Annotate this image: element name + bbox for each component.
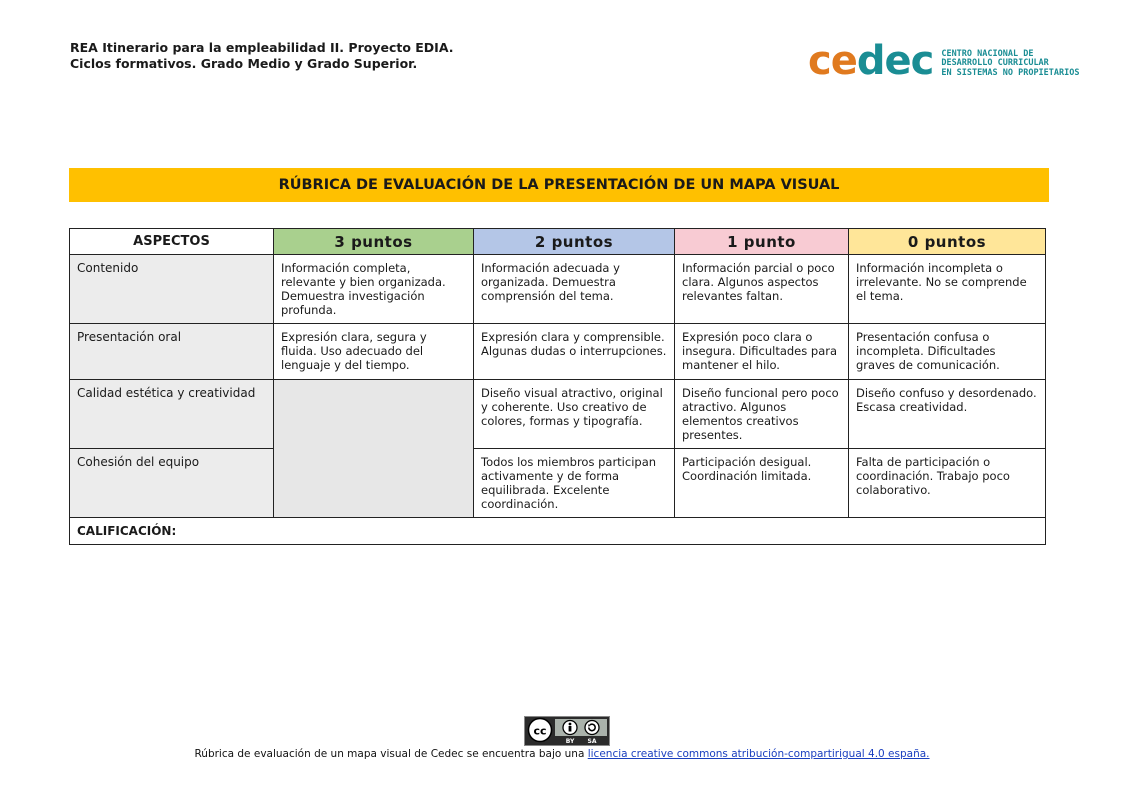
calificacion-row: [70, 518, 1046, 545]
aspect-cell: Presentación oral: [70, 324, 274, 380]
logo-sub-line-1: CENTRO NACIONAL DE: [941, 48, 1034, 59]
criteria-cell-2: Diseño visual atractivo, original y coherente. Uso creativo de colores, formas y tipografía.: [474, 380, 675, 449]
cc-license-badge: [524, 716, 610, 746]
logo-word-part1: ce: [808, 38, 857, 84]
criteria-cell-0: Presentación confusa o incompleta. Dificultades graves de comunicación.: [849, 324, 1046, 380]
logo-sub-line-3: EN SISTEMAS NO PROPIETARIOS: [941, 67, 1080, 78]
criteria-cell-2: Todos los miembros participan activamente y de forma equilibrada. Excelente coordinación.: [474, 449, 675, 518]
header-line-2: Ciclos formativos. Grado Medio y Grado Superior.: [70, 56, 418, 71]
criteria-cell-1: Diseño funcional pero poco atractivo. Algunos elementos creativos presentes.: [675, 380, 849, 449]
criteria-cell-0: Falta de participación o coordinación. Trabajo poco colaborativo.: [849, 449, 1046, 518]
rubric-title: RÚBRICA DE EVALUACIÓN DE LA PRESENTACIÓN DE UN MAPA VISUAL: [69, 168, 1049, 202]
criteria-cell-0: Diseño confuso y desordenado. Escasa creatividad.: [849, 380, 1046, 449]
logo-word-part2: dec: [856, 38, 934, 84]
table-header-row: [70, 229, 1046, 255]
criteria-cell-3: Información completa, relevante y bien organizada. Demuestra investigación profunda.: [274, 255, 474, 324]
header-3-puntos: 3 puntos: [274, 229, 474, 255]
license-footer: [0, 748, 1124, 760]
svg-text:cc: cc: [533, 724, 547, 738]
criteria-cell-1: Información parcial o poco clara. Algunos aspectos relevantes faltan.: [675, 255, 849, 324]
cc-by-sa-icon: [525, 717, 609, 745]
logo-sub-line-2: DESARROLLO CURRICULAR: [941, 58, 1049, 69]
footer-text: Rúbrica de evaluación de un mapa visual de Cedec se encuentra bajo una: [194, 748, 588, 760]
license-link[interactable]: licencia creative commons atribución-compartirigual 4.0 españa.: [587, 748, 930, 760]
criteria-cell-1: Participación desigual. Coordinación limitada.: [675, 449, 849, 518]
header-aspectos: ASPECTOS: [70, 229, 274, 255]
cedec-logo-word: [808, 40, 933, 82]
header-line-1: REA Itinerario para la empleabilidad II. Proyecto EDIA.: [70, 40, 454, 55]
criteria-cell-0: Información incompleta o irrelevante. No se comprende el tema.: [849, 255, 1046, 324]
rubric-table: [69, 228, 1046, 545]
document-header: [70, 40, 454, 72]
calificacion-cell: CALIFICACIÓN:: [70, 518, 1046, 545]
empty-merged-cell: [274, 380, 474, 518]
table-row: [70, 255, 1046, 324]
aspect-cell: Calidad estética y creatividad: [70, 380, 274, 449]
criteria-cell-3: Expresión clara, segura y fluida. Uso adecuado del lenguaje y del tiempo.: [274, 324, 474, 380]
table-row: [70, 324, 1046, 380]
cc-sa-label: SA: [587, 738, 597, 745]
aspect-cell: Contenido: [70, 255, 274, 324]
criteria-cell-2: Información adecuada y organizada. Demuestra comprensión del tema.: [474, 255, 675, 324]
criteria-cell-1: Expresión poco clara o insegura. Dificultades para mantener el hilo.: [675, 324, 849, 380]
criteria-cell-2: Expresión clara y comprensible. Algunas dudas o interrupciones.: [474, 324, 675, 380]
aspect-cell: Cohesión del equipo: [70, 449, 274, 518]
table-row: [70, 380, 1046, 449]
header-1-punto: 1 punto: [675, 229, 849, 255]
cedec-logo: [808, 40, 1080, 82]
header-0-puntos: 0 puntos: [849, 229, 1046, 255]
cc-by-label: BY: [565, 738, 575, 745]
table-row: [70, 449, 1046, 518]
header-2-puntos: 2 puntos: [474, 229, 675, 255]
cedec-logo-subtitle: [941, 50, 1079, 79]
